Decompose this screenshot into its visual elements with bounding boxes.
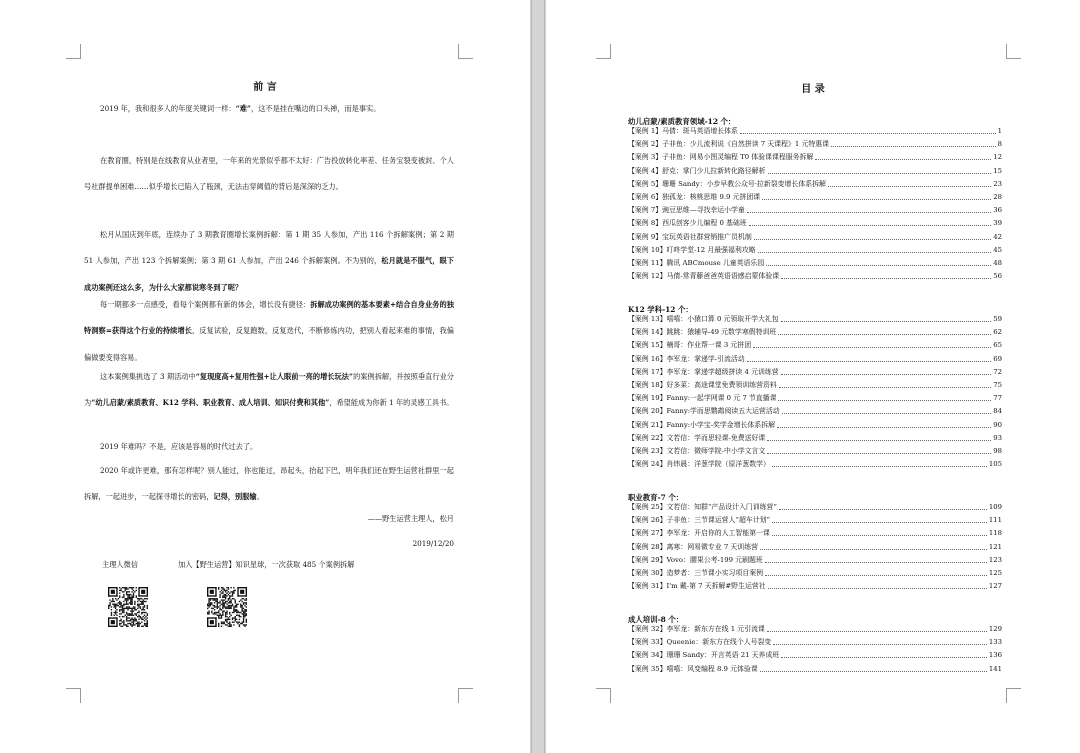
toc-entry[interactable] (628, 624, 1002, 634)
toc-entry[interactable] (628, 420, 1002, 430)
corner-mark (1006, 688, 1021, 703)
toc-page-number: 98 (993, 447, 1002, 455)
toc-entry-title: 【案例 24】肖炜晨：洋葱学院（原洋葱数学） (628, 460, 770, 469)
toc-entry[interactable] (628, 433, 1002, 443)
toc-leader-dots (765, 575, 987, 576)
toc-entry-title: 【案例 32】李军龙：新东方在线 1 元引流课 (628, 625, 765, 633)
toc-leader-dots (760, 549, 987, 550)
toc-page-number: 125 (988, 569, 1002, 577)
corner-mark (458, 688, 473, 703)
toc-page-number: 105 (988, 460, 1002, 469)
join-text: 加入【野生运营】知识星球，一次获取 485 个案例拆解 (178, 560, 355, 569)
preface-paragraph (84, 434, 454, 460)
toc-leader-dots (758, 252, 992, 253)
toc-entry-title: 【案例 31】I'm 戴-第 7 天拆解#野生运营社 (628, 582, 766, 591)
toc-page-number: 28 (993, 193, 1002, 201)
toc-entry-title: 【案例 17】李军龙：掌递学超级拼读 4 元训练营 (628, 367, 779, 376)
toc-leader-dots (765, 562, 987, 563)
paragraph-text: 。 (256, 492, 264, 502)
preface-paragraph (84, 96, 454, 122)
paragraph-text: 2019 年难吗？不是，应该是容易的时代过去了。 (100, 442, 258, 451)
toc-page-number: 75 (993, 381, 1002, 389)
toc-leader-dots (772, 535, 987, 536)
toc-leader-dots (766, 265, 991, 266)
emphasis-text: “幼儿启蒙/素质教育、K12 学科、职业教育、成人培训、知识付费和其他” (91, 398, 330, 408)
toc-entry-title: 【案例 35】嘻嘻：风变编程 8.9 元体验课 (628, 664, 758, 673)
toc-entry[interactable] (628, 568, 1002, 578)
toc-leader-dots (767, 440, 991, 441)
toc-leader-dots (831, 146, 996, 147)
toc-entry-title: 【案例 10】叮咚学堂-12 月最强福利攻略 (628, 245, 756, 254)
toc-entry[interactable] (628, 446, 1002, 456)
toc-entry[interactable] (628, 126, 1002, 136)
toc-entry[interactable] (628, 380, 1002, 390)
toc-entry-title: 【案例 9】宝玩英语社群营销推广员机制 (628, 232, 752, 241)
toc-leader-dots (754, 239, 992, 240)
toc-entry[interactable] (628, 152, 1002, 162)
emphasis-text: 松月就是不服气，眼下成功案例还这么多，为什么大家都说寒冬到了呢？ (84, 256, 454, 292)
toc-title: 目 录 (801, 84, 825, 95)
toc-leader-dots (781, 657, 987, 658)
emphasis-text: “难” (235, 104, 252, 113)
toc-entry-title: 【案例 14】跳跳：猿辅导-49 元数学寒假特训班 (628, 328, 777, 337)
wechat-qr-code-icon (108, 587, 148, 627)
toc-entry-title: 【案例 33】Queenie：新东方在线个人号裂变 (628, 638, 772, 647)
toc-entry-title: 【案例 3】子非鱼：网易小图灵编程 T0 体验课课程服务拆解 (628, 153, 814, 162)
toc-page-number: 48 (993, 259, 1002, 267)
toc-section-heading: K12 学科-12 个： (628, 305, 693, 314)
toc-entry-title: 【案例 8】西瓜创客少儿编程 0 基础班 (628, 219, 747, 228)
page-gutter (530, 0, 546, 753)
toc-page-number: 77 (993, 394, 1002, 403)
toc-entry[interactable] (628, 271, 1002, 281)
toc-entry[interactable] (628, 637, 1002, 647)
toc-page-number: 56 (993, 272, 1002, 281)
toc-section-heading: 幼儿启蒙/素质教育领域-12 个： (628, 117, 736, 126)
toc-page-number: 23 (993, 179, 1002, 188)
toc-entry[interactable] (628, 650, 1002, 660)
toc-leader-dots (777, 427, 991, 428)
toc-page-number: 111 (988, 516, 1002, 525)
preface-paragraph (84, 458, 454, 511)
toc-page-number: 62 (993, 328, 1002, 337)
toc-leader-dots (782, 413, 992, 414)
toc-entry-title: 【案例 34】珊珊 Sandy：开言英语 21 天养成班 (628, 651, 780, 660)
toc-leader-dots (779, 387, 991, 388)
toc-page-number: 136 (988, 651, 1002, 660)
toc-entry[interactable] (628, 502, 1002, 512)
toc-entry[interactable] (628, 459, 1002, 469)
toc-leader-dots (781, 374, 992, 375)
toc-leader-dots (740, 133, 996, 134)
toc-section-heading: 成人培训-8 个： (628, 615, 684, 624)
toc-entry[interactable] (628, 528, 1002, 538)
toc-entry-title: 【案例 4】舒克：掌门少儿拉新转化路径解析 (628, 166, 766, 175)
toc-entry-title: 【案例 18】好多菜：高途课堂免费领训练营资料 (628, 381, 777, 389)
toc-entry-title: 【案例 21】Fanny:小学宝-奖学金增长体系拆解 (628, 420, 776, 429)
toc-page-number: 59 (993, 315, 1002, 323)
toc-leader-dots (772, 466, 987, 467)
paragraph-text: 在教育圈，特别是在线教育从业者里，一年来的光景似乎都不太好：广告投放转化率差、任务宝裂变被封、个人号社群提单困难……似乎增长已陷入了瓶颈，无法击穿阈值的背后是深深的乏力。 (84, 156, 454, 192)
toc-page-number: 121 (988, 542, 1002, 551)
toc-entry[interactable] (628, 327, 1002, 337)
preface-paragraph (84, 364, 454, 417)
toc-page-number: 93 (993, 433, 1002, 442)
toc-leader-dots (749, 225, 992, 226)
paragraph-text: ，这不是挂在嘴边的口头禅，而是事实。 (251, 104, 381, 113)
toc-page-number: 84 (993, 407, 1002, 416)
wechat-label: 主理人微信 (102, 560, 138, 569)
toc-entry-title: 【案例 20】Fanny:学而思鹦鹉阅读五大运营活动 (628, 407, 780, 416)
toc-entry-title: 【案例 16】李军龙：掌递学-引流活动 (628, 354, 745, 363)
toc-page-number: 69 (993, 354, 1002, 363)
preface-title: 前 言 (253, 82, 277, 93)
toc-leader-dots (781, 321, 992, 322)
toc-entry[interactable] (628, 205, 1002, 215)
toc-page-number: 90 (993, 420, 1002, 429)
corner-mark (66, 688, 81, 703)
toc-page-number: 15 (993, 166, 1002, 175)
toc-entry-title: 【案例 1】马倩：斑马英语增长体系 (628, 127, 738, 135)
toc-entry[interactable] (628, 354, 1002, 364)
toc-entry-title: 【案例 12】马倩-常青藤爸爸英语语感启蒙体验课 (628, 272, 780, 281)
paragraph-text: 的案例拆解，并按照垂直行业分为 (84, 372, 454, 408)
toc-entry-title: 【案例 13】嘻嘻：小猿口算 0 元领取开学大礼包 (628, 315, 779, 323)
toc-page-number: 8 (997, 140, 1002, 149)
preface-paragraph (84, 148, 454, 201)
paragraph-text: 这本案例集挑选了 3 期活动中 (100, 372, 196, 381)
toc-page-number: 118 (988, 529, 1002, 538)
toc-leader-dots (781, 278, 991, 279)
toc-page-number: 127 (988, 582, 1002, 591)
toc-page-number: 45 (993, 245, 1002, 254)
toc-leader-dots (747, 212, 991, 213)
toc-entry[interactable] (628, 166, 1002, 176)
toc-leader-dots (778, 334, 991, 335)
toc-entry-title: 【案例 30】造梦者：三节课小实习项目案例 (628, 569, 763, 577)
toc-entry[interactable] (628, 314, 1002, 324)
paragraph-text: 2020 年或许更难，那有怎样呢？别人能过，你也能过，昂起头，抬起下巴，明年我们还在野生运营社群里一起拆解，一起进步，一起探寻增长的密码， (84, 466, 454, 502)
corner-mark (1006, 44, 1021, 59)
toc-entry[interactable] (628, 555, 1002, 565)
toc-entry[interactable] (628, 515, 1002, 525)
toc-entry[interactable] (628, 218, 1002, 228)
date: 2019/12/20 (412, 539, 454, 548)
corner-mark (458, 44, 473, 59)
corner-mark (596, 44, 611, 59)
toc-leader-dots (828, 186, 991, 187)
toc-entry-title: 【案例 25】文若信：知群“产品设计入门训练营” (628, 503, 777, 511)
toc-leader-dots (778, 400, 991, 401)
toc-leader-dots (767, 453, 991, 454)
toc-entry[interactable] (628, 340, 1002, 350)
toc-page-number: 123 (988, 555, 1002, 564)
toc-entry[interactable] (628, 393, 1002, 403)
toc-page-number: 133 (988, 638, 1002, 647)
toc-entry[interactable] (628, 139, 1002, 149)
corner-mark (596, 688, 611, 703)
signature: ——野生运营主理人，松月 (367, 514, 454, 523)
toc-page-number: 72 (993, 367, 1002, 376)
toc-page-number: 39 (993, 219, 1002, 228)
toc-leader-dots (747, 361, 992, 362)
toc-entry-title: 【案例 26】子非鱼：三节课运营人“超车计划” (628, 516, 771, 525)
preface-page (0, 0, 530, 753)
toc-entry[interactable] (628, 542, 1002, 552)
toc-page-number: 65 (993, 341, 1002, 350)
paragraph-text: 松月从国庆到年底，连续办了 3 期教育圈增长案例拆解：第 1 期 35 人参加，产出 116 个拆解案例；第 2 期 51 人参加，产出 123 个拆解案例；第 3 期 61 人参加，产出 246 个拆解案例。不为别的， (84, 230, 454, 266)
toc-entry[interactable] (628, 192, 1002, 202)
emphasis-text: “复现度高+复用性强+让人眼前一亮的增长玩法” (195, 372, 354, 381)
toc-leader-dots (753, 347, 991, 348)
toc-entry-title: 【案例 6】独孤龙：核桃思维 9.9 元拼团课 (628, 193, 761, 201)
toc-leader-dots (815, 159, 991, 160)
paragraph-text: 每一期都多一点感受，看每个案例都有新的体会，增长没有捷径： (100, 300, 311, 309)
toc-page-number: 12 (993, 153, 1002, 162)
toc-entry-title: 【案例 19】Fanny:一起学网课 0 元 7 节直播课 (628, 394, 777, 403)
toc-leader-dots (773, 644, 987, 645)
toc-entry-title: 【案例 2】子非鱼：少儿流利说《自然拼读 7 天课程》1 元特惠课 (628, 140, 830, 149)
toc-leader-dots (768, 588, 987, 589)
planet-qr-code-icon (207, 587, 247, 627)
toc-leader-dots (779, 509, 987, 510)
toc-entry[interactable] (628, 258, 1002, 268)
toc-entry[interactable] (628, 664, 1002, 674)
toc-leader-dots (762, 199, 991, 200)
toc-entry[interactable] (628, 232, 1002, 242)
toc-entry-title: 【案例 29】Vovo：腰果公考-199 元刷题班 (628, 555, 763, 564)
toc-entry[interactable] (628, 245, 1002, 255)
toc-entry-title: 【案例 27】李军龙：开启你的人工智能第一课 (628, 529, 770, 538)
paragraph-text: 2019 年，我和很多人的年度关键词一样： (100, 104, 236, 113)
toc-leader-dots (760, 671, 987, 672)
toc-leader-dots (768, 173, 992, 174)
toc-entry-title: 【案例 5】珊珊 Sandy：小步早教公众号·拉新裂变增长体系拆解 (628, 179, 826, 188)
toc-entry-title: 【案例 23】文若信：微师学院-中小学文言文 (628, 447, 766, 455)
preface-paragraph (84, 222, 454, 301)
preface-paragraph (84, 292, 454, 371)
corner-mark (66, 44, 81, 59)
toc-entry-title: 【案例 11】腾讯 ABCmouse 儿童英语乐园 (628, 259, 765, 267)
toc-entry[interactable] (628, 367, 1002, 377)
toc-entry-title: 【案例 15】楠哥：作业帮一课 3 元拼团 (628, 341, 752, 350)
toc-entry-title: 【案例 7】豌豆思维—寻找幸运小学童 (628, 206, 745, 215)
emphasis-text: 拆解成功案例的基本要素+结合自身业务的独特洞察=获得这个行业的持续增长 (84, 300, 454, 336)
toc-leader-dots (767, 631, 987, 632)
emphasis-text: 记得，别服输 (213, 492, 257, 502)
toc-section-heading: 职业教育-7 个： (628, 493, 684, 502)
toc-page-number: 129 (988, 625, 1002, 633)
toc-page-number: 36 (993, 206, 1002, 215)
toc-entry-title: 【案例 28】离寒：网易微专业 7 天训练营 (628, 542, 758, 551)
toc-page-number: 1 (997, 127, 1002, 135)
paragraph-text: ，反复试验，反复跑数，反复迭代，不断修炼内功，把别人看起来难的事情，我偏偏做要变得容易。 (84, 326, 454, 362)
paragraph-text: ，希望能成为你新 1 年的灵感工具书。 (329, 398, 454, 408)
toc-entry-title: 【案例 22】文若信：学而思轻课-免费送好课 (628, 433, 766, 442)
toc-entry[interactable] (628, 581, 1002, 591)
toc-page-number: 42 (993, 232, 1002, 241)
toc-entry[interactable] (628, 179, 1002, 189)
toc-page-number: 109 (988, 503, 1002, 511)
toc-entry[interactable] (628, 406, 1002, 416)
toc-leader-dots (772, 522, 987, 523)
toc-page-number: 141 (988, 664, 1002, 673)
